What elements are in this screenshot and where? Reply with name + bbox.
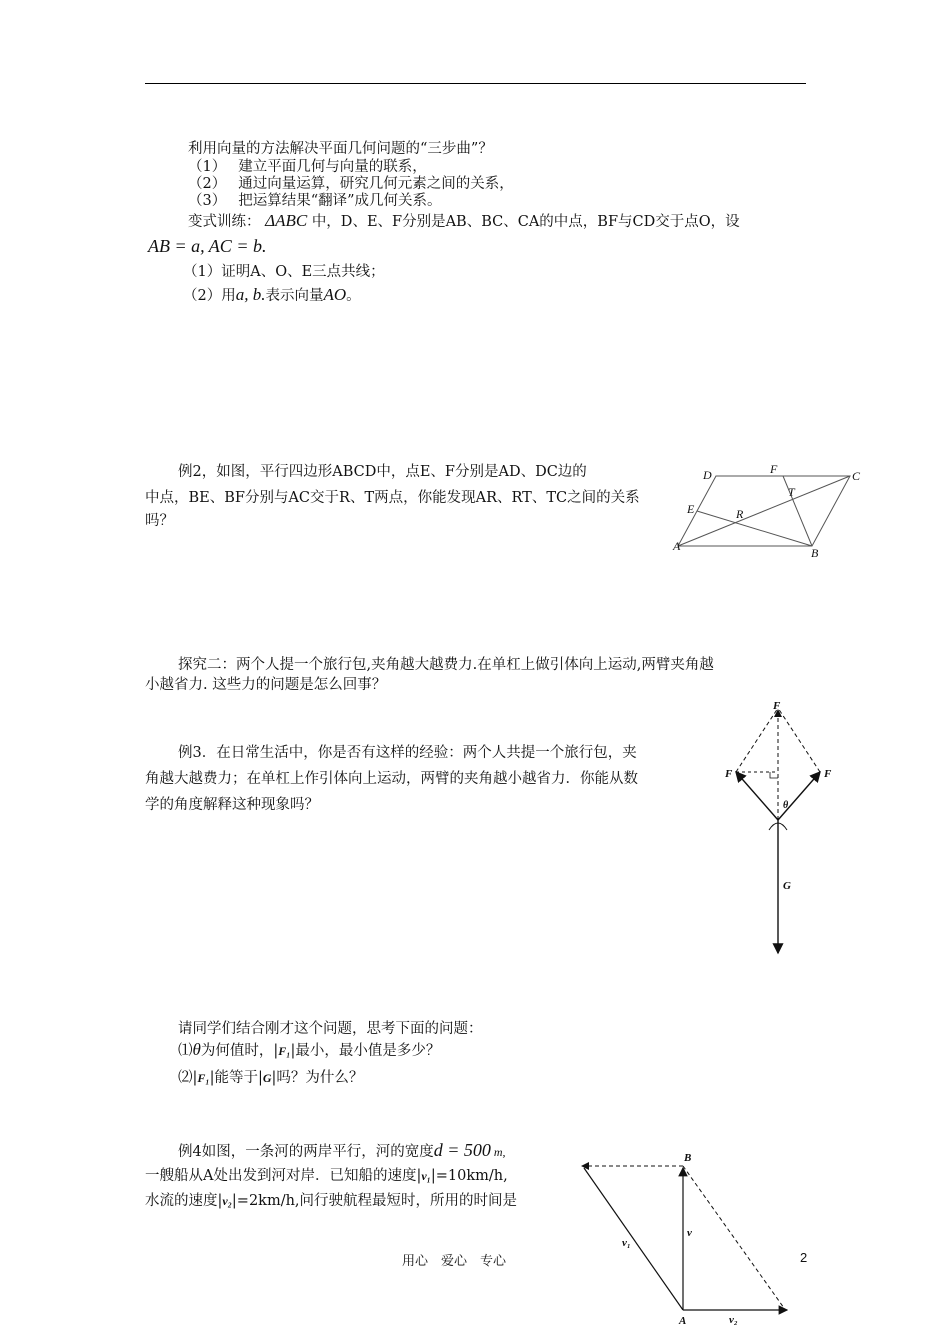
river-figure: [572, 1148, 802, 1344]
questions-intro: 请同学们结合刚才这个问题，思考下面的问题：: [178, 1021, 483, 1037]
label-c: C: [852, 469, 861, 483]
example4-line2: 一艘船从A处出发到河对岸．已知船的速度|v₁|=10km/h,: [145, 1168, 508, 1184]
variant-q1: （1）证明A、O、E三点共线；: [183, 264, 385, 280]
dashed-diagonal: [683, 1166, 784, 1308]
example3-line3: 学的角度解释这种现象吗？: [145, 797, 319, 813]
label-v2: v₂: [729, 1314, 738, 1326]
label-f: F: [770, 462, 778, 476]
v1-vector: [584, 1168, 683, 1310]
variant-line: 变式训练： ΔABC 中，D、E、F分别是AB、BC、CA的中点，BF与CD交于点O，设: [188, 211, 740, 230]
force-figure: [720, 698, 850, 960]
label-t: T: [788, 485, 795, 499]
dashed-right-side: [778, 708, 820, 772]
question-2: ⑵|F₁|能等于|G|吗？为什么？: [178, 1070, 364, 1086]
dashed-left-side: [736, 708, 778, 772]
triangle-symbol: ΔABC: [265, 211, 308, 230]
page-number: 2: [800, 1250, 808, 1265]
variant-q2: （2）用a, b.表示向量AO。: [183, 285, 361, 304]
example3-line2: 角越大越费力；在单杠上作引体向上运动，两臂的夹角越小越省力．你能从数: [145, 771, 638, 787]
label-d: D: [703, 468, 712, 482]
footer-motto: 用心 爱心 专心: [402, 1254, 507, 1269]
label-f-top: F: [773, 700, 781, 712]
step-3: （3） 把运算结果“翻译”成几何关系。: [188, 193, 442, 209]
label-g: G: [783, 880, 791, 892]
label-b: B: [684, 1152, 692, 1164]
label-r: R: [736, 507, 744, 521]
example2-line3: 吗？: [145, 513, 174, 529]
step-2: （2） 通过向量运算，研究几何元素之间的关系，: [188, 176, 514, 192]
example3-line1: 例3．在日常生活中，你是否有这样的经验：两个人共提一个旅行包，夹: [178, 745, 637, 761]
label-f-left: F: [725, 768, 733, 780]
parallelogram-figure: [668, 460, 868, 565]
label-theta: θ: [783, 800, 789, 811]
left-f-arrow: [736, 772, 778, 820]
example4-line3: 水流的速度|v₂|=2km/h,问行驶航程最短时，所用的时间是: [145, 1193, 518, 1209]
label-e: E: [687, 502, 695, 516]
intro-question: 利用向量的方法解决平面几何问题的“三步曲”？: [188, 141, 493, 157]
segment-be: [697, 511, 812, 546]
label-v1: v₁: [622, 1237, 631, 1249]
label-b: B: [811, 546, 819, 560]
diagonal-ac: [678, 476, 850, 546]
right-f-arrow: [778, 772, 820, 820]
right-angle-mark: [770, 772, 778, 778]
variant-given: AB = a, AC = b.: [148, 236, 267, 256]
example2-line1: 例2，如图，平行四边形ABCD中，点E、F分别是AD、DC边的: [178, 464, 587, 480]
step-1: （1） 建立平面几何与向量的联系，: [188, 159, 427, 175]
label-a: A: [679, 1315, 687, 1327]
explore2-line2: 小越省力. 这些力的问题是怎么回事？: [145, 677, 387, 693]
example2-line2: 中点，BE、BF分别与AC交于R、T两点，你能发现AR、RT、TC之间的关系: [145, 490, 640, 506]
label-v: v: [687, 1227, 692, 1239]
explore2-line1: 探究二：两个人提一个旅行包,夹角越大越费力.在单杠上做引体向上运动,两臂夹角越: [178, 657, 714, 673]
header-rule: [145, 83, 806, 84]
label-a: A: [673, 539, 681, 553]
example4-line1: 例4如图，一条河的两岸平行，河的宽度d = 500 m,: [178, 1140, 506, 1160]
label-f-right: F: [824, 768, 832, 780]
question-1: ⑴θ为何值时，|F₁|最小，最小值是多少？: [178, 1040, 441, 1059]
